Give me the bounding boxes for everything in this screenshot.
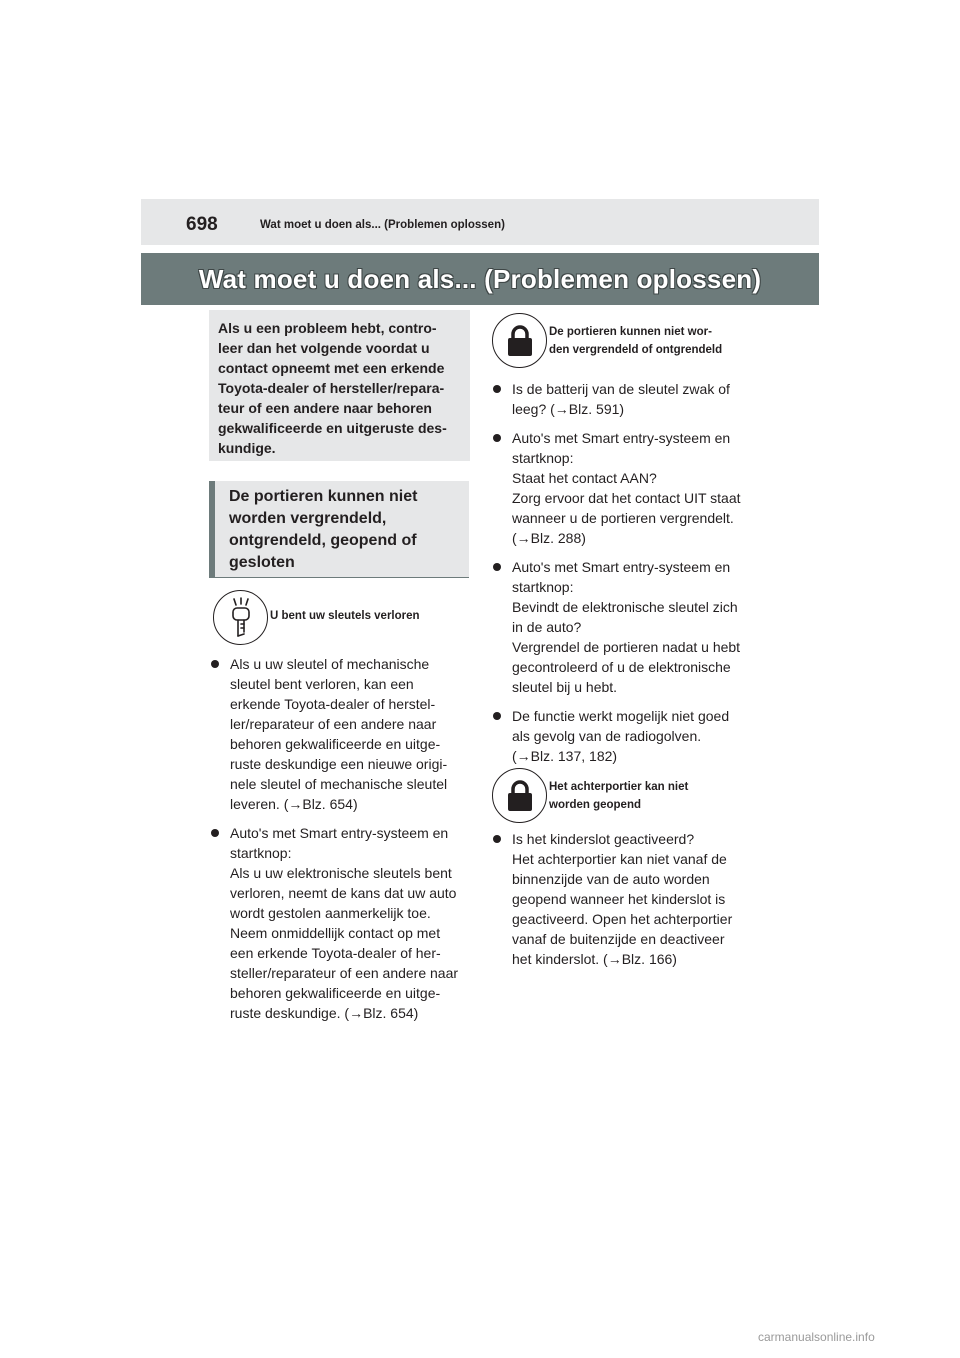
padlock-icon xyxy=(492,768,547,823)
list-item: Auto's met Smart entry-systeem en startknop: Bevindt de elektronische sleutel zich in de auto? Vergrendel de portieren nadat u hebt gecontroleerd of u de elektronische sleutel bij u hebt. xyxy=(493,557,755,697)
lost-key-icon xyxy=(213,590,268,645)
intro-text: Als u een probleem hebt, contro- leer dan het volgende voordat u contact opneemt met een erkende Toyota-dealer of hersteller/repara- teur of een andere naar behoren gekwalificeerde en uitgeruste des- kundige. xyxy=(218,320,447,456)
footer-watermark: carmanualsonline.info xyxy=(758,1330,875,1344)
rear-door-list xyxy=(493,829,755,978)
list-item: De functie werkt mogelijk niet goed als gevolg van de radiogolven. (→Blz. 137, 182) xyxy=(493,706,755,766)
list-item: Als u uw sleutel of mechanische sleutel bent verloren, kan een erkende Toyota-dealer of herstel- ler/reparateur of een andere naar behoren gekwalificeerde en uitge- ruste deskundige een nieuwe origi- nele sleutel of mechanische sleutel leveren. (→Blz. 654) xyxy=(211,654,476,814)
section-title: De portieren kunnen niet worden vergrendeld, ontgrendeld, geopend of gesloten xyxy=(229,488,418,571)
list-item: Is het kinderslot geactiveerd? Het achterportier kan niet vanaf de binnenzijde van de auto worden geopend wanneer het kinderslot is geactiveerd. Open het achterportier vanaf de buitenzijde en deactiveer het kinderslot. (→Blz. 166) xyxy=(493,829,755,969)
subheading-label: De portieren kunnen niet wor- den vergrendeld of ontgrendeld xyxy=(549,325,723,356)
lost-keys-list xyxy=(211,654,476,1032)
subheading-lost-keys xyxy=(213,590,420,645)
running-head: Wat moet u doen als... (Problemen oplossen) xyxy=(260,219,505,231)
intro-box xyxy=(209,310,470,461)
chapter-title-band xyxy=(141,253,819,305)
page-title: Wat moet u doen als... (Problemen oplossen) xyxy=(198,263,762,294)
list-item: Auto's met Smart entry-systeem en startknop: Als u uw elektronische sleutels bent verloren, neemt de kans dat uw auto wordt gestolen aanmerkelijk toe. Neem onmiddellijk contact op met een erkende Toyota-dealer of her- steller/reparateur of een andere naar behoren gekwalificeerde en uitge- ruste deskundige. (→Blz. 654) xyxy=(211,823,476,1023)
subheading-label: Het achterportier kan niet worden geopend xyxy=(549,780,689,811)
subheading-rear-door xyxy=(492,768,688,823)
subheading-label: U bent uw sleutels verloren xyxy=(270,609,420,622)
subheading-doors-lock xyxy=(492,313,749,368)
list-item: Auto's met Smart entry-systeem en startknop: Staat het contact AAN? Zorg ervoor dat het contact UIT staat wanneer u de portieren vergrendelt. (→Blz. 288) xyxy=(493,428,755,548)
doors-lock-list xyxy=(493,379,755,775)
section-heading xyxy=(209,481,469,578)
page-number: 698 xyxy=(186,214,218,235)
list-item: Is de batterij van de sleutel zwak of leeg? (→Blz. 591) xyxy=(493,379,755,419)
padlock-icon xyxy=(492,313,547,368)
